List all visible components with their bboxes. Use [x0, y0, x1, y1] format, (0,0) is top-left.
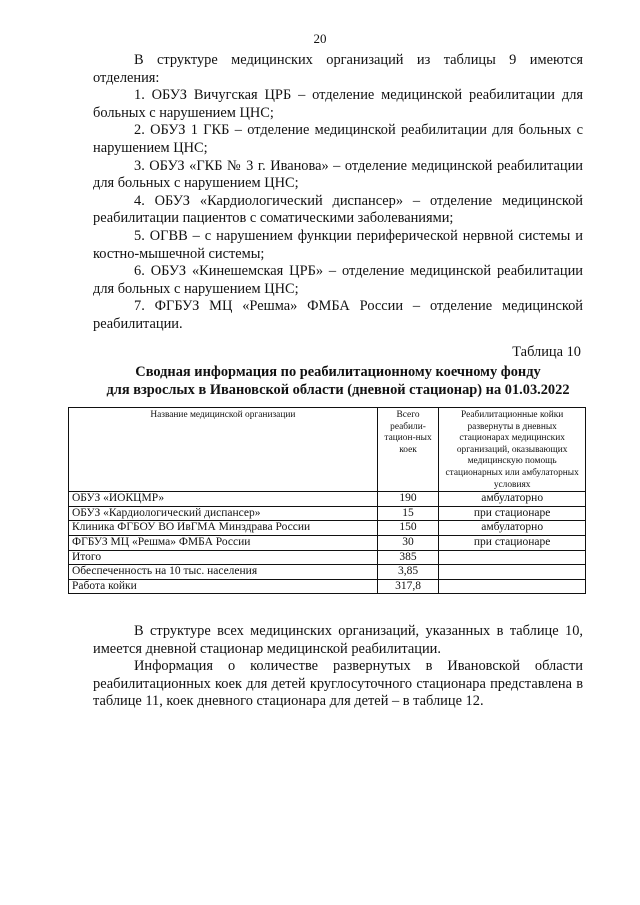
table-row — [69, 492, 586, 507]
header-bed-deployment: Реабилитационные койки развернуты в дневных стационарах медицинских организаций, оказывающих медицинскую помощь стационарных или амбулаторных условиях — [439, 408, 586, 492]
cell-beds: 385 — [377, 550, 439, 565]
cell-organization: ОБУЗ «ИОКЦМР» — [69, 492, 378, 507]
table-row — [69, 506, 586, 521]
cell-beds: 15 — [377, 506, 439, 521]
table-row-provision — [69, 565, 586, 580]
cell-beds: 3,85 — [377, 565, 439, 580]
cell-mode — [439, 550, 586, 565]
header-total-beds: Всего реабили-тацион-ных коек — [377, 408, 439, 492]
paragraph-after-table-1: В структуре всех медицинских организаций, указанных в таблице 10, имеется дневной стационар медицинской реабилитации. — [93, 623, 583, 657]
header-organization: Название медицинской организации — [69, 408, 378, 492]
table-label: Таблица 10 — [512, 344, 581, 360]
table-row-total — [69, 550, 586, 565]
list-item: 1. ОБУЗ Вичугская ЦРБ – отделение медицинской реабилитации для больных с нарушением ЦНС; — [93, 87, 583, 121]
cell-mode: амбулаторно — [439, 492, 586, 507]
intro-paragraph: В структуре медицинских организаций из таблицы 9 имеются отделения: — [93, 52, 583, 86]
cell-beds: 30 — [377, 535, 439, 550]
table-row-bed-work — [69, 579, 586, 594]
cell-mode: при стационаре — [439, 506, 586, 521]
table-header-row — [69, 408, 586, 492]
list-item: 7. ФГБУЗ МЦ «Решма» ФМБА России – отделение медицинской реабилитации. — [93, 298, 583, 332]
cell-beds: 190 — [377, 492, 439, 507]
cell-mode — [439, 565, 586, 580]
paragraph-after-table-2: Информация о количестве развернутых в Ивановской области реабилитационных коек для детей круглосуточного стационара представлена в таблице 11, коек дневного стационара для детей – в таблице 12. — [93, 658, 583, 710]
cell-organization: Работа койки — [69, 579, 378, 594]
cell-organization: ФГБУЗ МЦ «Решма» ФМБА России — [69, 535, 378, 550]
cell-organization: Обеспеченность на 10 тыс. населения — [69, 565, 378, 580]
table-row — [69, 521, 586, 536]
cell-mode: при стационаре — [439, 535, 586, 550]
list-item: 4. ОБУЗ «Кардиологический диспансер» – отделение медицинской реабилитации пациентов с соматическими заболеваниями; — [93, 192, 583, 227]
cell-mode — [439, 579, 586, 594]
table-row — [69, 535, 586, 550]
closing-block — [93, 623, 583, 711]
intro-block — [93, 52, 583, 334]
department-list — [93, 87, 583, 333]
page-number: 20 — [313, 31, 327, 46]
rehab-beds-table — [68, 407, 586, 594]
list-item: 3. ОБУЗ «ГКБ № 3 г. Иванова» – отделение медицинской реабилитации для больных с нарушением ЦНС; — [93, 157, 583, 192]
list-item: 6. ОБУЗ «Кинешемская ЦРБ» – отделение медицинской реабилитации для больных с нарушением ЦНС; — [93, 263, 583, 297]
cell-organization: ОБУЗ «Кардиологический диспансер» — [69, 506, 378, 521]
list-item: 5. ОГВВ – с нарушением функции периферической нервной системы и костно-мышечной системы; — [93, 227, 583, 262]
table-title-line-1: Сводная информация по реабилитационному коечному фонду — [135, 364, 541, 380]
cell-beds: 317,8 — [377, 579, 439, 594]
table-title-line-2: для взрослых в Ивановской области (дневной стационар) на 01.03.2022 — [106, 382, 570, 398]
list-item: 2. ОБУЗ 1 ГКБ – отделение медицинской реабилитации для больных с нарушением ЦНС; — [93, 122, 583, 156]
cell-organization: Клиника ФГБОУ ВО ИвГМА Минздрава России — [69, 521, 378, 536]
cell-organization: Итого — [69, 550, 378, 565]
cell-mode: амбулаторно — [439, 521, 586, 536]
table-title — [93, 363, 583, 399]
cell-beds: 150 — [377, 521, 439, 536]
